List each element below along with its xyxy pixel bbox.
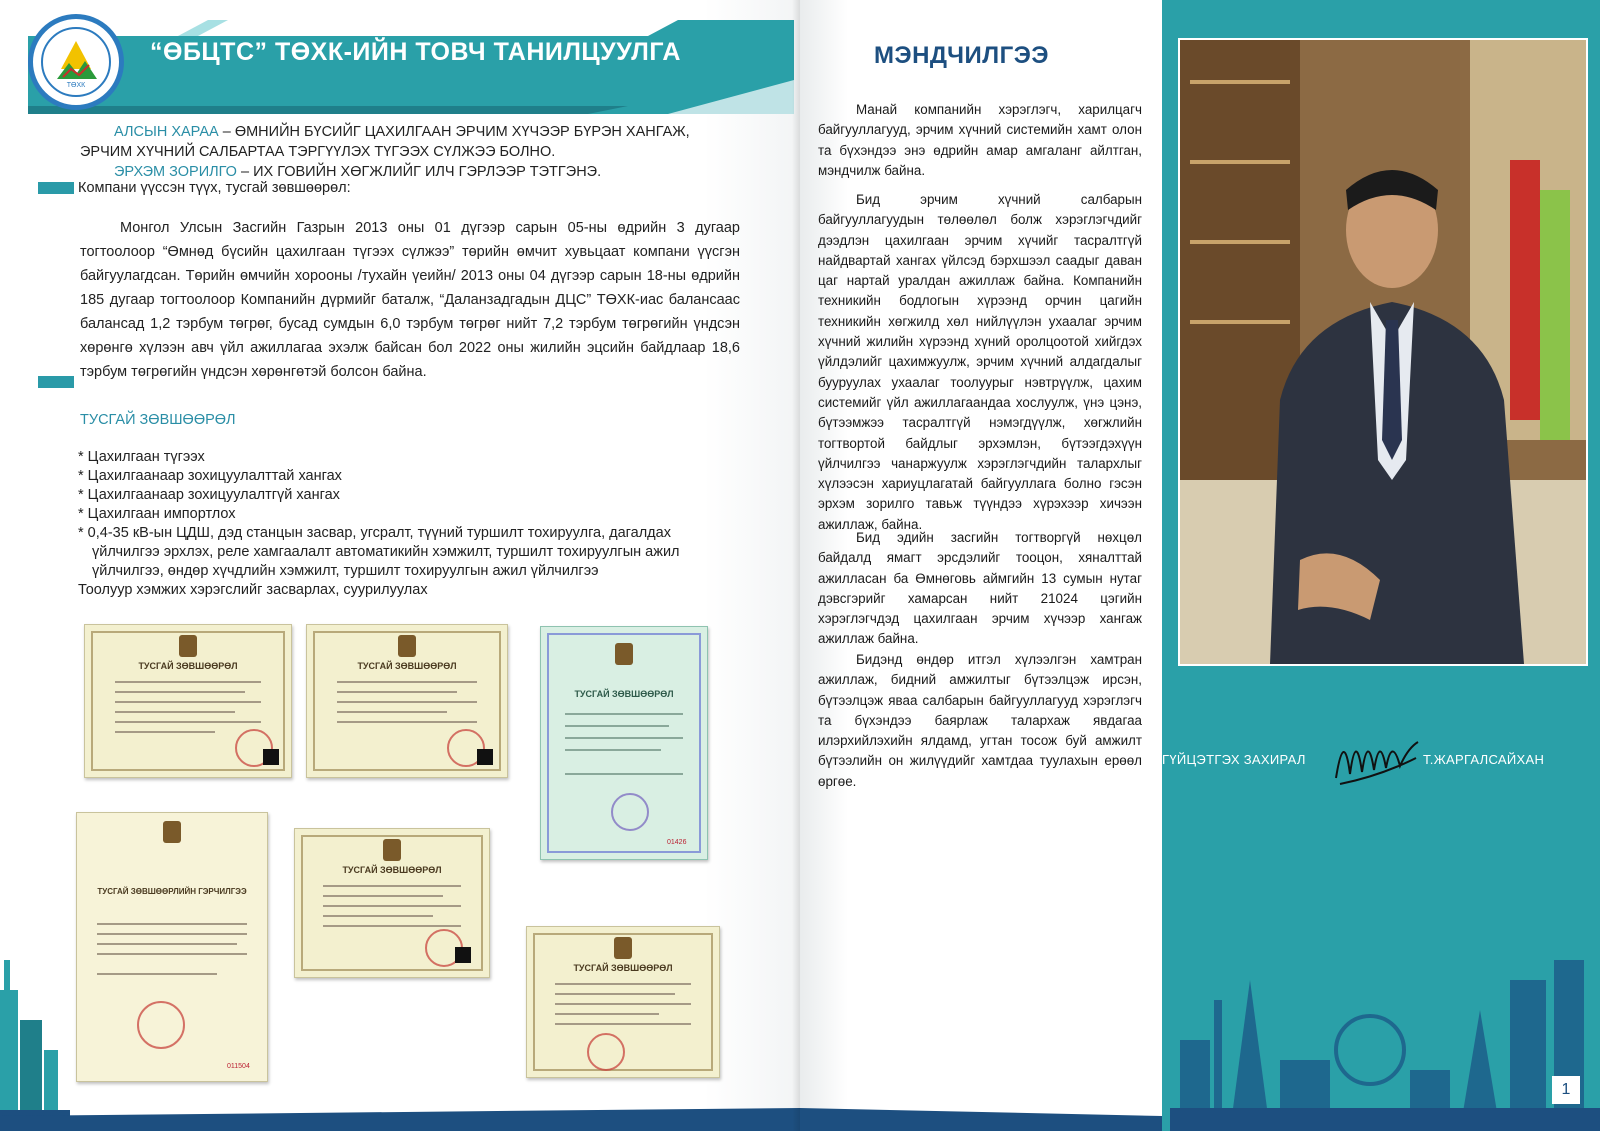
license-heading: ТУСГАЙ ЗӨВШӨӨРӨЛ (80, 412, 236, 428)
greeting-paragraph: Манай компанийн хэрэглэгч, харилцагч байгууллагууд, эрчим хүчний системийн хамт олон та бүхэндээ энэ өдрийн амар амгаланг айлтган, мэндчилж байна. (818, 102, 1142, 178)
license-list (78, 448, 748, 600)
certificate-number: 011504 (227, 1063, 250, 1070)
history-heading: Компани үүссэн түүх, тусгай зөвшөөрөл: (78, 180, 351, 196)
page-number: 1 (1552, 1076, 1580, 1104)
stamp-icon (587, 1033, 625, 1071)
emblem-icon (163, 821, 181, 843)
certificate-image (294, 828, 490, 978)
vision-text: – ӨМНИЙН БҮСИЙГ ЦАХИЛГААН ЭРЧИМ ХҮЧЭЭР БҮРЭН ХАНГАЖ, ЭРЧИМ ХҮЧНИЙ САЛБАРТАА ТЭРГҮҮЛЭХ ТҮГЭЭХ СҮЛЖЭЭ БОЛНО. (80, 124, 690, 160)
certificate-title: ТУСГАЙ ЗӨВШӨӨРӨЛ (342, 865, 442, 875)
history-text: Монгол Улсын Засгийн Газрын 2013 оны 01 дүгээр сарын 05-ны өдрийн 3 дугаар тогтоолоор “Өмнөд бүсийн цахилгаан түгээх сүлжээ” төрийн өмчит хувьцаат компани үүсгэн байгуулагдсан. Төрийн өмчийн хорооны /тухайн үеийн/ 2013 оны 04 дүгээр сарын 18-ны өдрийн 185 дугаар тогтоолоор Компанийн дүрмийг баталж, “Даланзадгадын ДЦС” ТӨХК-иас балансаас балансад 1,2 тэрбум төгрөг, бусад сумдын 6,0 тэрбум төгрөг нийт 7,2 тэрбум төгрөгийн үндсэн хөрөнгө хүлээн авч үйл ажиллагаа эхэлж байсан бол 2022 оны жилийн эцсийн байдлаар 18,6 тэрбум төгрөгийн үндсэн хөрөнгөтэй болсон байна. (80, 220, 740, 380)
stamp-icon (611, 793, 649, 831)
certificate-title: ТУСГАЙ ЗӨВШӨӨРӨЛ (357, 661, 457, 671)
license-item: үйлчилгээ эрхлэх, реле хамгаалалт автоматикийн хэмжилт, туршилт тохируулгын ажил үйлчилгээ, өндөр хүчдлийн хэмжилт, туршилт тохируулгын ажил үйлчилгээ (92, 544, 680, 579)
company-logo-icon (43, 29, 109, 95)
certificate-image (306, 624, 508, 778)
mission-label: ЭРХЭМ ЗОРИЛГО (114, 164, 237, 180)
emblem-icon (614, 937, 632, 959)
director-portrait-icon (1180, 40, 1586, 664)
license-item: * Цахилгаан импортлох (78, 506, 236, 522)
certificate-title: ТУСГАЙ ЗӨВШӨӨРӨЛ (138, 661, 238, 671)
license-item: * Цахилгаанаар зохицуулалттай хангах (78, 468, 342, 484)
qr-code-icon (477, 749, 493, 765)
page-title: “ӨБЦТС” ТӨХК-ИЙН ТОВЧ ТАНИЛЦУУЛГА (150, 38, 681, 66)
emblem-icon (383, 839, 401, 861)
certificate-title: ТУСГАЙ ЗӨВШӨӨРӨЛ (573, 963, 673, 973)
certificate-image (76, 812, 268, 1082)
certificate-image (84, 624, 292, 778)
vision-mission-block (80, 122, 740, 182)
city-skyline-icon (0, 960, 70, 1131)
license-item: Тоолуур хэмжих хэрэгслийг засварлах, суурилуулах (78, 582, 428, 598)
license-item: * Цахилгаан түгээх (78, 449, 205, 465)
emblem-icon (615, 643, 633, 665)
certificate-image (540, 626, 708, 860)
banner-shape (28, 20, 794, 114)
city-skyline-icon (1170, 940, 1600, 1131)
company-logo (28, 14, 124, 110)
greeting-paragraph: Бид эрчим хүчний салбарын байгууллагуудын төлөөлөл болж хэрэглэгчдийг дээдлэн цахилгаан эрчим хүчийг тасралтгүй найдвартай хангах үйлсэд бэрхшээл саадыг даван цаг нартай уралдан ажиллаж байна. Компанийн техникийн бодлогын хүрээнд орчин цагийн техникийн хөгжилд хөл нийлүүлэн ухаалаг эрчим хүчний жилийн хүрээнд хүний оролцоотой хийгдэх үйлдэлийг цахимжуулж, эрчим хүчний алдагдалыг бууруулах ухаалаг тоолуурыг нэвтрүүлж, цахим системийг үйл ажиллагаандаа хослуулж, үнэ цэнэ, бүтээмжээ тасралтгүй нэмэгдүүлж, хөгжлийн тогтвортой байдлыг эрхэмлэн, бүтээгдэхүүн үйлчилгээ чанаржуулж хэрэглэгчдийн талархлыг хүлээсэн хариуцлагатай байгууллага болно гэсэн эрхэм зорилго тавьж түүндээ хүрэхээр хичээн ажиллаж, байна. (818, 192, 1142, 532)
qr-code-icon (263, 749, 279, 765)
section-bar (38, 376, 74, 388)
greeting-title: МЭНДЧИЛГЭЭ (874, 42, 1049, 69)
section-bar (38, 182, 74, 194)
signer-name: Т.ЖАРГАЛСАЙХАН (1423, 752, 1545, 767)
certificate-image (526, 926, 720, 1078)
license-item: * Цахилгаанаар зохицуулалтгүй хангах (78, 487, 340, 503)
director-photo (1178, 38, 1588, 666)
footer-wave (800, 1108, 1162, 1131)
greeting-paragraph: Бид эдийн засгийн тогтворгүй нөхцөл байдалд ямагт эрсдэлийг тооцон, хяналттай ажилласан ба Өмнөговь аймгийн 13 сумын нутаг дэвсгэрийг хамарсан нийт 21024 цэгийн хэрэглэгчдэд цахилгаан эрчим хүчээр хангаж ажиллаж байна. (818, 530, 1142, 647)
license-item: * 0,4-35 кВ-ын ЦДШ, дэд станцын засвар, угсралт, түүний туршилт тохируулга, дагалдах (78, 525, 671, 541)
logo-ring (41, 27, 111, 97)
greeting-paragraph: Бидэнд өндөр итгэл хүлээлгэн хамтран ажиллаж, бидний амжилтыг бүтээлцэж ирсэн, бүтээлцэж яваа салбарын байгууллагууд хэрэглэгч та бүхэндээ баярлаж талархаж явдагаа илэрхийлэхийн ялдамд, угтан тосож буй амжилт бүтээлийн он жилүүдийг хамтдаа туулахын ерөөл өргөе. (818, 652, 1142, 789)
vision-label: АЛСЫН ХАРАА (114, 124, 219, 140)
emblem-icon (398, 635, 416, 657)
certificate-number: 01426 (667, 839, 687, 846)
qr-code-icon (455, 947, 471, 963)
certificate-title: ТУСГАЙ ЗӨВШӨӨРӨЛ (574, 689, 674, 699)
emblem-icon (179, 635, 197, 657)
mission-text: – ИХ ГОВИЙН ХӨГЖЛИЙГ ИЛЧ ГЭРЛЭЭР ТЭТГЭНЭ. (236, 164, 602, 180)
footer-wave (0, 1108, 800, 1131)
logo-center-text: ТӨХК (66, 82, 86, 89)
signer-title: ГҮЙЦЭТГЭХ ЗАХИРАЛ (1162, 752, 1306, 767)
stamp-icon (137, 1001, 185, 1049)
certificate-title: ТУСГАЙ ЗӨВШӨӨРЛИЙН ГЭРЧИЛГЭЭ (97, 887, 247, 896)
header-banner (28, 20, 794, 114)
signature-icon (1330, 718, 1422, 798)
